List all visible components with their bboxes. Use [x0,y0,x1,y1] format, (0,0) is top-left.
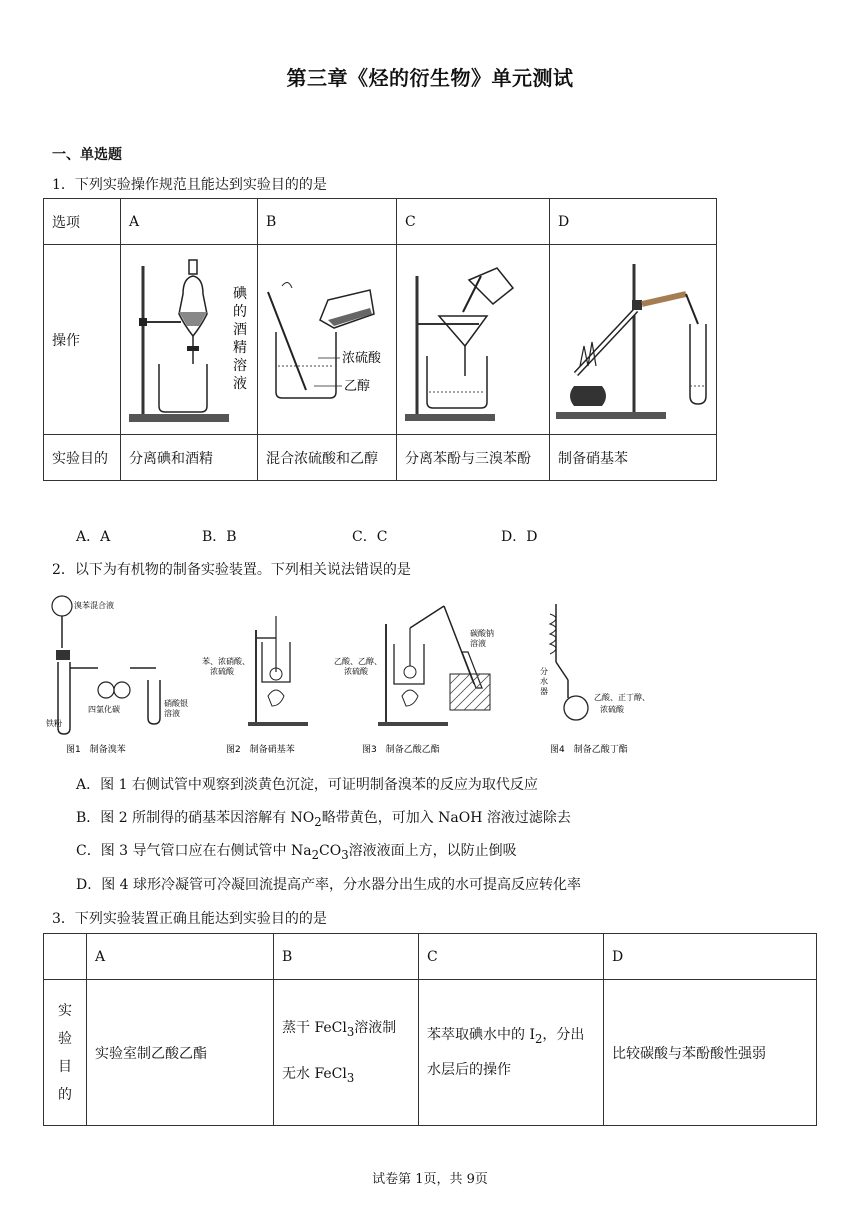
label-separator-1: 分 [540,667,548,676]
label-iodine-char-3: 酒 [233,321,247,338]
q3-cell-c-text-1a: 苯萃取碘水中的 I [427,1026,535,1043]
label-benzene-nitric: 苯、浓硝酸、 [202,657,250,666]
label-sulfuric-3: 浓硫酸 [344,667,368,676]
q3-row-label [44,980,87,1126]
q2-option-c-text-b: CO [319,843,342,859]
label-sulfuric-4: 浓硫酸 [600,705,624,714]
figure-1-caption: 图1 制备溴苯 [66,745,126,755]
question-2-figures [44,588,664,758]
q2-option-c-text-c: 溶液液面上方，以防止倒吸 [348,843,517,859]
q2-option-c-sub2: 3 [341,847,349,862]
row-label-operation: 操作 [44,245,121,435]
label-iodine-char-2: 的 [233,303,247,320]
figure-nitrobenzene [550,245,717,435]
q2-option-c[interactable] [76,840,517,862]
q3-row-label-char-4: 的 [58,1086,72,1103]
figure-filtration [397,245,550,435]
q2-option-a[interactable] [76,774,538,794]
page-title: 第三章《烃的衍生物》单元测试 [286,66,574,90]
label-sulfuric-2: 浓硫酸 [210,667,234,676]
figure-separatory-funnel [121,245,258,435]
q2-option-b-sub: 2 [314,814,322,829]
label-ethanol: 乙醇 [344,378,371,394]
q2-option-b-text-a: 图 2 所制得的硝基苯因溶解有 NO [100,810,315,826]
label-separator-2: 水 [540,677,548,686]
q3-cell-b-sub-1: 3 [346,1024,355,1039]
label-conc-sulfuric-acid: 浓硫酸 [342,350,382,366]
page-footer: 试卷第 1页，共 9页 [372,1172,488,1187]
q2-option-b-text-b: 略带黄色，可加入 NaOH 溶液过滤除去 [321,810,571,826]
q2-option-d-prefix: D． [76,877,102,893]
label-bromobenzene-mix: 溴苯混合液 [74,601,114,610]
q2-option-a-prefix: A． [76,777,101,793]
q3-column-header-b: B [274,934,419,980]
q2-option-d-text: 图 4 球形冷凝管可冷凝回流提高产率，分水器分出生成的水可提高反应转化率 [101,877,582,893]
q2-option-c-sub: 2 [311,847,319,862]
figure-2-nitrobenzene [202,616,308,755]
column-header-a: A [121,199,258,245]
q2-option-d[interactable] [76,874,581,894]
table-header-label: 选项 [44,199,121,245]
section-heading: 一、单选题 [52,147,122,163]
label-solution-3: 溶液 [470,639,486,648]
figure-2-caption: 图2 制备硝基苯 [226,745,295,755]
purpose-b: 混合浓硫酸和乙醇 [258,435,397,481]
label-sodium-carbonate: 碳酸钠 [470,629,494,638]
column-header-b: B [258,199,397,245]
question-1-table [43,198,717,481]
q1-option-b[interactable]: B．B [202,529,237,545]
row-label-purpose: 实验目的 [44,435,121,481]
q2-option-c-prefix: C． [76,843,101,859]
question-3-table [43,933,817,1126]
label-acetic-butanol: 乙酸、正丁醇、 [594,693,650,702]
q3-row-label-char-1: 实 [58,1002,72,1019]
q1-option-d[interactable]: D．D [501,529,538,545]
q3-cell-c-line-2: 水层后的操作 [427,1062,511,1079]
q3-column-header-d: D [604,934,817,980]
q3-cell-b-line-2 [282,1053,410,1099]
q3-cell-c-line-1 [427,1019,595,1055]
q2-option-a-text: 图 1 右侧试管中观察到淡黄色沉淀，可证明制备溴苯的反应为取代反应 [100,777,538,793]
q3-column-header-c: C [419,934,604,980]
label-iodine-char-4: 精 [233,339,247,356]
q1-option-a[interactable]: A．A [76,529,111,545]
label-ccl4: 四氯化碳 [88,705,120,714]
label-solution-1: 溶液 [164,709,180,718]
q3-cell-a: 实验室制乙酸乙酯 [87,980,274,1126]
question-1-stem: 1．下列实验操作规范且能达到实验目的的是 [52,177,327,193]
q3-cell-b-line-1 [282,1007,410,1053]
corner-cell [44,934,87,980]
figure-1-bromobenzene [46,596,188,755]
q3-cell-b [274,980,419,1126]
purpose-c: 分离苯酚与三溴苯酚 [397,435,550,481]
q3-row-label-char-3: 目 [58,1058,72,1075]
q3-column-header-a: A [87,934,274,980]
q3-cell-b-sub-2: 3 [346,1070,355,1085]
q3-cell-c-sub: 2 [534,1031,543,1046]
column-header-c: C [397,199,550,245]
q3-cell-b-text-1a: 蒸干 FeCl [282,1019,347,1036]
figure-3-ethyl-acetate [334,606,494,755]
column-header-d: D [550,199,717,245]
q2-option-c-text-a: 图 3 导气管口应在右侧试管中 Na [100,843,312,859]
label-iron-powder: 铁粉 [46,719,62,728]
question-2-stem: 2．以下为有机物的制备实验装置。下列相关说法错误的是 [52,562,411,578]
purpose-a: 分离碘和酒精 [121,435,258,481]
figure-4-butyl-acetate [540,604,650,755]
label-iodine-char-5: 溶 [233,357,247,374]
figure-4-caption: 图4 制备乙酸丁酯 [550,745,628,755]
label-silver-nitrate: 硝酸银 [164,699,188,708]
figure-3-caption: 图3 制备乙酸乙酯 [362,745,440,755]
question-3-stem: 3．下列实验装置正确且能达到实验目的的是 [52,911,327,927]
q3-cell-b-text-2a: 无水 FeCl [282,1065,347,1082]
q3-cell-c [419,980,604,1126]
label-separator-3: 器 [540,687,548,696]
q1-option-c[interactable]: C．C [352,529,388,545]
figure-acid-mixing [258,245,397,435]
q3-cell-c-text-1b: ，分出 [542,1026,585,1043]
label-iodine-char-1: 碘 [233,285,247,302]
purpose-d: 制备硝基苯 [550,435,717,481]
q3-row-label-char-2: 验 [58,1030,72,1047]
label-acetic-ethanol: 乙酸、乙醇、 [334,657,382,666]
q2-option-b-prefix: B． [76,810,101,826]
label-iodine-char-6: 液 [233,375,247,392]
q3-cell-b-text-1b: 溶液制 [354,1019,397,1036]
q3-cell-d: 比较碳酸与苯酚酸性强弱 [604,980,817,1126]
q2-option-b[interactable] [76,807,571,829]
